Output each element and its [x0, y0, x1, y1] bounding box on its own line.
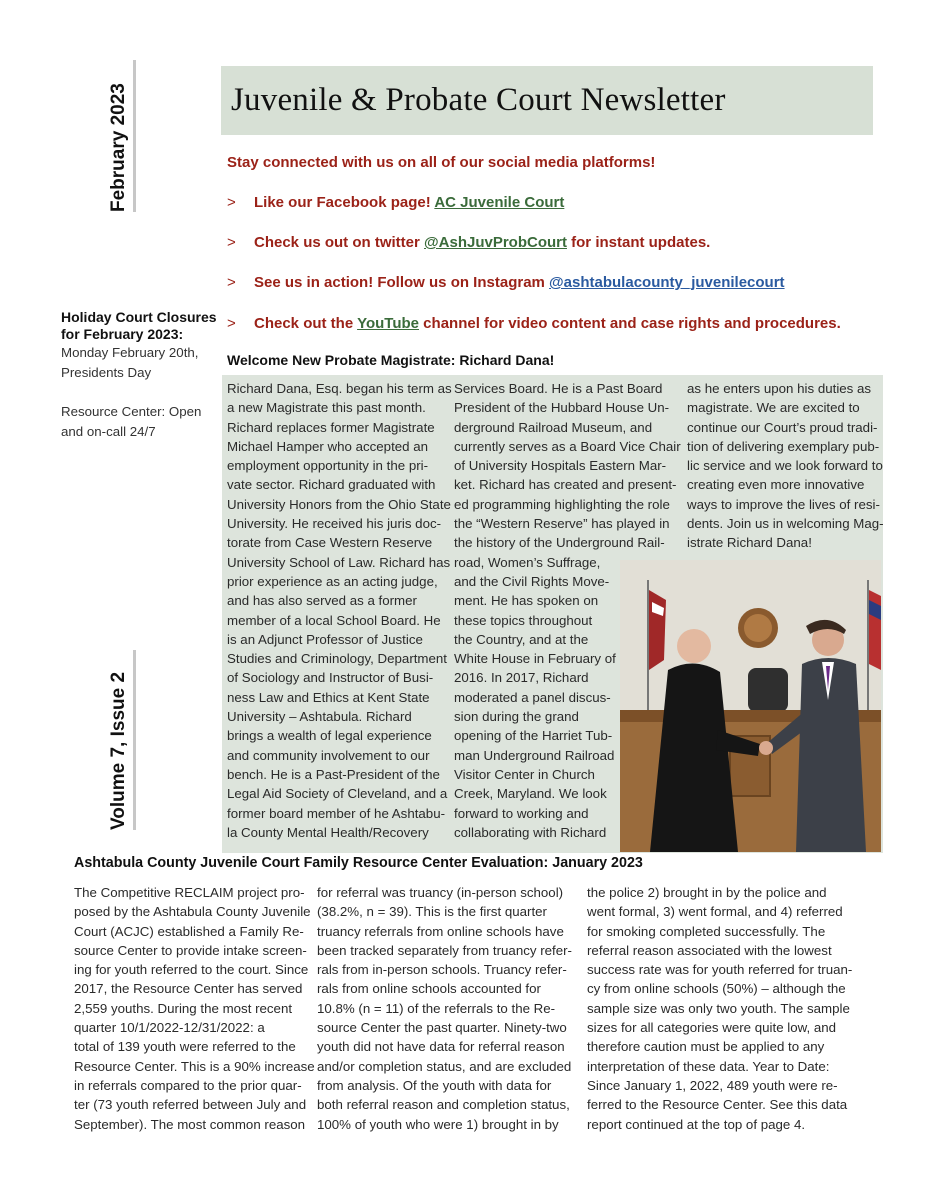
- text-line: University – Ashtabula. Richard: [227, 709, 412, 725]
- text-line: istrate Richard Dana!: [687, 535, 812, 551]
- text-line: and/or completion status, and are excluded: [317, 1058, 572, 1074]
- text-line: of University Hospitals Eastern Mar-: [454, 458, 667, 474]
- text-line: Court (ACJC) established a Family Re-: [74, 923, 304, 939]
- text-line: referral reason associated with the lowest: [587, 942, 832, 958]
- text-line: sample size was only two youth. The sample: [587, 1000, 850, 1016]
- text-line: ways to improve the lives of resi-: [687, 496, 880, 512]
- text-line: Visitor Center in Church: [454, 766, 595, 782]
- text-line: therefore caution must be applied to any: [587, 1039, 825, 1055]
- text-line: ing for youth referred to the court. Since: [74, 962, 309, 978]
- text-line: 10.8% (n = 11) of the referrals to the Re-: [317, 1000, 556, 1016]
- text-line: ket. Richard has created and present-: [454, 477, 677, 493]
- text-line: went formal, 3) went formal, and 4) referred: [587, 904, 843, 920]
- text-line: torate from Case Western Reserve: [227, 535, 433, 551]
- text-line: these topics throughout: [454, 612, 593, 628]
- resource-column-3: [587, 883, 853, 1134]
- text-line: and community involvement to our: [227, 747, 430, 763]
- text-line: bench. He is a Past-President of the: [227, 766, 440, 782]
- text-line: a new Magistrate this past month.: [227, 400, 426, 416]
- text-line: opening of the Harriet Tub-: [454, 728, 613, 744]
- magistrate-photo: [620, 560, 881, 852]
- text-line: Studies and Criminology, Department: [227, 651, 447, 667]
- text-line: of Sociology and Instructor of Busi-: [227, 670, 434, 686]
- text-line: for smoking completed successfully. The: [587, 923, 826, 939]
- text-line: former board member of he Ashtabu-: [227, 805, 446, 821]
- text-line: and the Civil Rights Move-: [454, 573, 610, 589]
- text-line: is an Adjunct Professor of Justice: [227, 631, 423, 647]
- text-line: 2016. In 2017, Richard: [454, 670, 589, 686]
- text-line: Michael Hamper who accepted an: [227, 438, 429, 454]
- text-line: ed programming highlighting the role: [454, 496, 670, 512]
- text-line: ness Law and Ethics at Kent State: [227, 689, 430, 705]
- holiday-line: Monday February 20th,: [61, 345, 199, 360]
- text-line: (38.2%, n = 39). This is the first quarter: [317, 904, 547, 920]
- text-line: magistrate. We are excited to: [687, 400, 860, 416]
- text-line: employment opportunity in the pri-: [227, 458, 429, 474]
- holiday-line: Presidents Day: [61, 365, 152, 380]
- text-line: University School of Law. Richard has: [227, 554, 451, 570]
- text-line: 100% of youth who were 1) brought in by: [317, 1116, 559, 1132]
- issue-date-vertical: February 2023: [108, 83, 129, 212]
- side-rule-top: [133, 60, 136, 212]
- text-line: dents. Join us in welcoming Mag-: [687, 516, 884, 532]
- resource-center-heading: Ashtabula County Juvenile Court Family Resource Center Evaluation: January 2023: [74, 855, 643, 871]
- text-line: posed by the Ashtabula County Juvenile: [74, 904, 311, 920]
- social-heading: Stay connected with us on all of our social media platforms!: [227, 154, 656, 171]
- text-line: been tracked separately from truancy refer-: [317, 942, 572, 958]
- twitter-link[interactable]: @AshJuvProbCourt: [424, 234, 567, 251]
- text-line: from analysis. Of the youth with data for: [317, 1077, 552, 1093]
- text-line: Richard replaces former Magistrate: [227, 419, 435, 435]
- welcome-heading: Welcome New Probate Magistrate: Richard Dana!: [227, 352, 555, 368]
- text-line: rals from in-person schools. Truancy refer-: [317, 962, 567, 978]
- arrow-icon: >: [227, 234, 236, 251]
- text-line: prior experience as an acting judge,: [227, 573, 438, 589]
- text-line: 2,559 youths. During the most recent: [74, 1000, 293, 1016]
- instagram-link[interactable]: @ashtabulacounty_juvenilecourt: [549, 274, 785, 291]
- text-line: Since January 1, 2022, 489 youth were re-: [587, 1077, 838, 1093]
- text-line: rals from online schools accounted for: [317, 981, 541, 997]
- arrow-icon: >: [227, 315, 236, 332]
- text-line: success rate was for youth referred for truan-: [587, 962, 853, 978]
- text-line: sizes for all categories were quite low, and: [587, 1020, 837, 1036]
- arrow-icon: >: [227, 274, 236, 291]
- text-line: quarter 10/1/2022-12/31/2022: a: [74, 1020, 265, 1036]
- text-line: member of a local School Board. He: [227, 612, 441, 628]
- text-line: both referral reason and completion status,: [317, 1097, 570, 1113]
- text-line: brings a wealth of legal experience: [227, 728, 432, 744]
- text-line: the Country, and at the: [454, 631, 589, 647]
- text-line: University Honors from the Ohio State: [227, 496, 451, 512]
- text-line: 2017, the Resource Center has served: [74, 981, 303, 997]
- text-line: youth did not have data for referral reason: [317, 1039, 565, 1055]
- text-line: currently serves as a Board Vice Chair: [454, 438, 681, 454]
- text-line: la County Mental Health/Recovery: [227, 824, 429, 840]
- text-line: interpretation of these data. Year to Date:: [587, 1058, 830, 1074]
- resource-column-2: [317, 883, 575, 1134]
- social-youtube: > Check out the YouTube channel for video content and case rights and procedures.: [227, 315, 841, 332]
- text-line: President of the Hubbard House Un-: [454, 400, 670, 416]
- text-line: vate sector. Richard graduated with: [227, 477, 436, 493]
- text-line: in referrals compared to the prior quar-: [74, 1077, 302, 1093]
- text-line: collaborating with Richard: [454, 824, 607, 840]
- text-line: Resource Center. This is a 90% increase: [74, 1058, 315, 1074]
- text-line: continue our Court’s proud tradi-: [687, 419, 878, 435]
- holiday-heading-line2: for February 2023:: [61, 326, 184, 342]
- social-twitter: > Check us out on twitter @AshJuvProbCourt for instant updates.: [227, 234, 711, 251]
- social-instagram: > See us in action! Follow us on Instagram @ashtabulacounty_juvenilecourt: [227, 274, 785, 291]
- text-line: White House in February of: [454, 651, 616, 667]
- text-line: the “Western Reserve” has played in: [454, 516, 670, 532]
- text-line: sion during the grand: [454, 709, 579, 725]
- text-line: September). The most common reason: [74, 1116, 306, 1132]
- text-line: Richard Dana, Esq. began his term as: [227, 381, 452, 396]
- text-line: truancy referrals from online schools have: [317, 923, 564, 939]
- volume-issue-vertical: Volume 7, Issue 2: [108, 671, 129, 830]
- text-line: University. He received his juris doc-: [227, 516, 442, 532]
- text-line: forward to working and: [454, 805, 589, 821]
- text-line: and has also served as a former: [227, 593, 417, 609]
- holiday-heading-line1: Holiday Court Closures: [61, 309, 217, 325]
- text-line: The Competitive RECLAIM project pro-: [74, 885, 305, 900]
- text-line: derground Railroad Museum, and: [454, 419, 653, 435]
- text-line: ment. He has spoken on: [454, 593, 599, 609]
- text-line: man Underground Railroad: [454, 747, 615, 763]
- text-line: as he enters upon his duties as: [687, 381, 872, 396]
- resource-column-1: [74, 883, 315, 1134]
- text-line: Legal Aid Society of Cleveland, and a: [227, 786, 448, 802]
- newsletter-title: Juvenile & Probate Court Newsletter: [231, 82, 726, 118]
- text-line: creating even more innovative: [687, 477, 865, 493]
- text-line: source Center the past quarter. Ninety-two: [317, 1020, 567, 1036]
- welcome-column-3: [687, 379, 885, 553]
- social-facebook: > Like our Facebook page! AC Juvenile Court: [227, 194, 565, 211]
- text-line: source Center to provide intake screen-: [74, 942, 307, 958]
- facebook-link[interactable]: AC Juvenile Court: [434, 194, 565, 211]
- text-line: moderated a panel discus-: [454, 689, 611, 705]
- text-line: tion of delivering exemplary pub-: [687, 438, 880, 454]
- text-line: total of 139 youth were referred to the: [74, 1039, 296, 1055]
- arrow-icon: >: [227, 194, 236, 211]
- text-line: ferred to the Resource Center. See this data: [587, 1097, 848, 1113]
- text-line: Services Board. He is a Past Board: [454, 381, 663, 396]
- text-line: the history of the Underground Rail-: [454, 535, 665, 551]
- newsletter-title-banner: [221, 66, 873, 135]
- text-line: cy from online schools (50%) – although the: [587, 981, 846, 997]
- holiday-line: Resource Center: Open: [61, 404, 202, 419]
- text-line: the police 2) brought in by the police and: [587, 885, 827, 900]
- text-line: lic service and we look forward to: [687, 458, 883, 474]
- text-line: for referral was truancy (in-person school): [317, 885, 564, 900]
- holiday-closures: [61, 309, 221, 442]
- holiday-line: and on-call 24/7: [61, 424, 156, 439]
- text-line: Creek, Maryland. We look: [454, 786, 607, 802]
- text-line: ter (73 youth referred between July and: [74, 1097, 307, 1113]
- welcome-column-1: [227, 379, 452, 842]
- text-line: road, Women’s Suffrage,: [454, 554, 601, 570]
- side-rule-bottom: [133, 650, 136, 830]
- text-line: report continued at the top of page 4.: [587, 1116, 806, 1132]
- youtube-link[interactable]: YouTube: [357, 315, 420, 332]
